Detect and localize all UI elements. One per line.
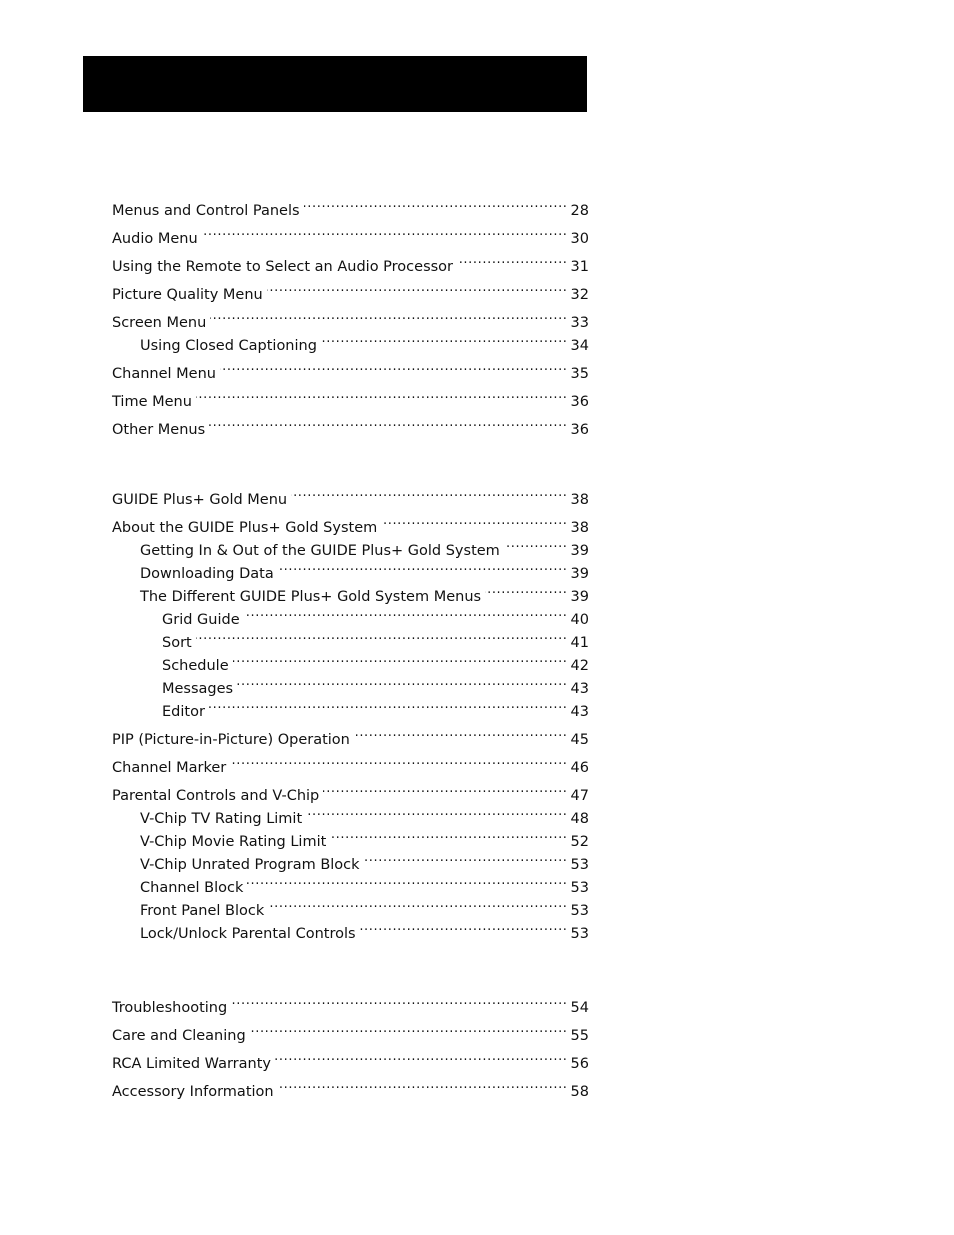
toc-entry-title: RCA Limited Warranty — [112, 1056, 271, 1072]
toc-entry-title: Care and Cleaning — [112, 1028, 246, 1044]
toc-entry-title: Other Menus — [112, 422, 206, 438]
header-bar — [83, 56, 587, 112]
toc-entry-page: 34 — [570, 338, 589, 354]
toc-entry-title: Channel Marker — [112, 760, 227, 776]
toc-entry — [112, 532, 589, 559]
toc-entry-page: 40 — [570, 612, 589, 628]
toc-entry-page: 39 — [570, 566, 589, 582]
toc-dot-leader — [247, 869, 567, 892]
toc-dot-leader — [485, 578, 567, 601]
toc-entry-page: 28 — [570, 203, 589, 219]
toc-dot-leader — [306, 800, 567, 823]
toc-dot-leader — [278, 555, 568, 578]
toc-entry-title: Sort — [162, 635, 192, 651]
toc-entry-page: 53 — [570, 857, 589, 873]
toc-entry-page: 38 — [570, 520, 589, 536]
toc-entry — [112, 276, 589, 303]
toc-entry-page: 31 — [570, 259, 589, 275]
toc-section-2 — [112, 481, 589, 942]
toc-entry — [112, 192, 589, 219]
toc-entry — [112, 989, 589, 1016]
toc-entry — [112, 892, 589, 919]
toc-entry-page: 39 — [570, 543, 589, 559]
toc-dot-leader — [360, 915, 568, 938]
toc-entry — [112, 220, 589, 247]
toc-entry-title: Downloading Data — [140, 566, 274, 582]
toc-entry-page: 58 — [570, 1084, 589, 1100]
toc-entry-page: 41 — [570, 635, 589, 651]
toc-entry-title: About the GUIDE Plus+ Gold System — [112, 520, 378, 536]
toc-entry-page: 48 — [570, 811, 589, 827]
toc-entry-page: 33 — [570, 315, 589, 331]
toc-entry-page: 55 — [570, 1028, 589, 1044]
toc-entry-page: 36 — [570, 394, 589, 410]
toc-dot-leader — [268, 892, 567, 915]
toc-dot-leader — [330, 823, 567, 846]
toc-entry-title: The Different GUIDE Plus+ Gold System Menus — [140, 589, 482, 605]
toc-entry — [112, 1045, 589, 1072]
toc-dot-leader — [237, 670, 567, 693]
toc-entry-page: 53 — [570, 903, 589, 919]
toc-dot-leader — [196, 624, 568, 647]
toc-entry-page: 53 — [570, 926, 589, 942]
toc-entry-page: 42 — [570, 658, 589, 674]
toc-entry-title: PIP (Picture-in-Picture) Operation — [112, 732, 350, 748]
toc-dot-leader — [202, 220, 568, 243]
toc-dot-leader — [220, 355, 568, 378]
toc-entry-title: Channel Block — [140, 880, 244, 896]
toc-entry — [112, 721, 589, 748]
toc-entry-page: 53 — [570, 880, 589, 896]
toc-entry — [112, 248, 589, 275]
toc-dot-leader — [291, 481, 567, 504]
toc-entry-page: 43 — [570, 704, 589, 720]
toc-entry — [112, 304, 589, 331]
toc-entry-title: V-Chip Unrated Program Block — [140, 857, 360, 873]
toc-entry-title: V-Chip TV Rating Limit — [140, 811, 303, 827]
toc-dot-leader — [230, 749, 567, 772]
toc-entry-title: Troubleshooting — [112, 1000, 228, 1016]
toc-dot-leader — [278, 1073, 568, 1096]
toc-entry-title: Grid Guide — [162, 612, 240, 628]
toc-section-1 — [112, 192, 589, 438]
toc-entry — [112, 355, 589, 382]
toc-entry-title: Parental Controls and V-Chip — [112, 788, 320, 804]
toc-entry — [112, 383, 589, 410]
toc-dot-leader — [304, 192, 568, 215]
toc-entry — [112, 624, 589, 651]
toc-dot-leader — [381, 509, 567, 532]
toc-entry-page: 36 — [570, 422, 589, 438]
toc-entry-page: 56 — [570, 1056, 589, 1072]
toc-entry — [112, 509, 589, 536]
toc-entry-title: Using the Remote to Select an Audio Processor — [112, 259, 454, 275]
toc-dot-leader — [354, 721, 568, 744]
toc-entry-title: Screen Menu — [112, 315, 207, 331]
toc-dot-leader — [233, 647, 568, 670]
toc-dot-leader — [210, 304, 567, 327]
toc-entry — [112, 846, 589, 873]
toc-entry — [112, 1017, 589, 1044]
toc-entry-title: Schedule — [162, 658, 229, 674]
toc-entry — [112, 555, 589, 582]
toc-entry-title: Getting In & Out of the GUIDE Plus+ Gold System — [140, 543, 500, 559]
toc-entry-title: Picture Quality Menu — [112, 287, 263, 303]
toc-entry — [112, 800, 589, 827]
toc-entry-page: 45 — [570, 732, 589, 748]
toc-dot-leader — [209, 411, 567, 434]
toc-dot-leader — [209, 693, 568, 716]
toc-entry — [112, 749, 589, 776]
toc-entry-title: GUIDE Plus+ Gold Menu — [112, 492, 288, 508]
toc-entry-page: 32 — [570, 287, 589, 303]
toc-entry-page: 52 — [570, 834, 589, 850]
toc-entry — [112, 869, 589, 896]
toc-entry — [112, 823, 589, 850]
toc-entry-title: Front Panel Block — [140, 903, 265, 919]
toc-dot-leader — [457, 248, 568, 271]
toc-entry — [112, 915, 589, 942]
toc-dot-leader — [321, 327, 568, 350]
toc-entry-title: Editor — [162, 704, 205, 720]
toc-entry — [112, 1073, 589, 1100]
toc-dot-leader — [323, 777, 567, 800]
toc-section-3 — [112, 989, 589, 1100]
toc-entry — [112, 670, 589, 697]
toc-entry — [112, 647, 589, 674]
toc-entry-title: Accessory Information — [112, 1084, 274, 1100]
toc-dot-leader — [504, 532, 568, 555]
toc-entry-page: 46 — [570, 760, 589, 776]
toc-entry-title: V-Chip Movie Rating Limit — [140, 834, 327, 850]
toc-entry-title: Using Closed Captioning — [140, 338, 317, 354]
toc-entry — [112, 578, 589, 605]
toc-entry — [112, 601, 589, 628]
toc-dot-leader — [231, 989, 567, 1012]
toc-entry-page: 47 — [570, 788, 589, 804]
toc-entry-page: 43 — [570, 681, 589, 697]
toc-entry — [112, 777, 589, 804]
toc-entry — [112, 481, 589, 508]
toc-dot-leader — [244, 601, 568, 624]
toc-entry-title: Messages — [162, 681, 234, 697]
toc-entry-page: 38 — [570, 492, 589, 508]
toc-entry-page: 30 — [570, 231, 589, 247]
toc-entry-page: 39 — [570, 589, 589, 605]
toc-entry-title: Menus and Control Panels — [112, 203, 300, 219]
toc-dot-leader — [196, 383, 568, 406]
toc-entry-page: 35 — [570, 366, 589, 382]
toc-dot-leader — [364, 846, 568, 869]
toc-entry-title: Time Menu — [112, 394, 192, 410]
toc-entry — [112, 327, 589, 354]
toc-entry-title: Audio Menu — [112, 231, 198, 247]
toc-entry-page: 54 — [570, 1000, 589, 1016]
toc-entry-title: Lock/Unlock Parental Controls — [140, 926, 356, 942]
toc-dot-leader — [267, 276, 568, 299]
toc-entry — [112, 411, 589, 438]
toc-entry-title: Channel Menu — [112, 366, 216, 382]
toc-entry — [112, 693, 589, 720]
toc-dot-leader — [250, 1017, 568, 1040]
toc-dot-leader — [275, 1045, 568, 1068]
